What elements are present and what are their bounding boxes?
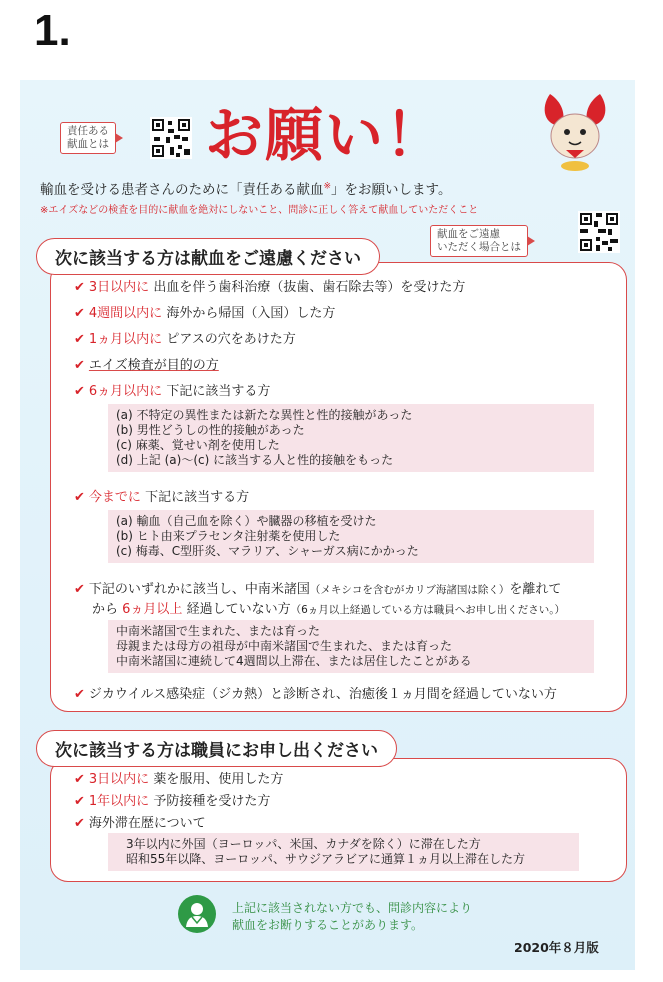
sub-list-six-months: (a) 不特定の異性または新たな異性と性的接触があった (b) 男性どうしの性的接触があった (c) 麻薬、覚せい剤を使用した (d) 上記 (a)〜(c) に該当する人と性的接触をもった — [108, 404, 594, 472]
tag-refrain-donation: 献血をご遠慮 いただく場合とは — [430, 225, 528, 257]
list-item: ✔ 1ヵ月以内に ピアスの穴をあけた方 — [74, 332, 296, 347]
qr-code-icon[interactable] — [578, 211, 620, 253]
intro-text: 輸血を受ける患者さんのために「責任ある献血※」をお願いします。 — [40, 181, 452, 198]
page-title: お願い！ — [205, 101, 446, 169]
list-item: ✔ ジカウイルス感染症（ジカ熱）と診断され、治癒後１ヵ月間を経過していない方 — [74, 687, 557, 702]
sub-list-until-now: (a) 輸血（自己血を除く）や臓器の移植を受けた (b) ヒト由来プラセンタ注射薬を使用した (c) 梅毒、C型肝炎、マラリア、シャーガス病にかかった — [108, 510, 594, 563]
list-item: ✔ 海外滞在歴について — [74, 816, 206, 831]
tag-responsible-donation: 責任ある 献血とは — [60, 122, 116, 154]
list-item: ✔ エイズ検査が目的の方 — [74, 358, 219, 373]
list-item: ✔ 3日以内に 出血を伴う歯科治療（抜歯、歯石除去等）を受けた方 — [74, 280, 466, 295]
mascot-icon — [536, 86, 614, 172]
list-item: ✔ 下記のいずれかに該当し、中南米諸国（メキシコを含むがカリブ海諸国は除く）を離れて — [74, 582, 562, 597]
edition-label: 2020年８月版 — [514, 940, 599, 955]
qr-code-icon[interactable] — [150, 117, 192, 159]
doctor-icon — [178, 895, 216, 933]
section-refrain-heading: 次に該当する方は献血をご遠慮ください — [36, 238, 380, 275]
footer-note: 上記に該当されない方でも、問診内容により 献血をお断りすることがあります。 — [232, 901, 473, 932]
section-notify-heading: 次に該当する方は職員にお申し出ください — [36, 730, 397, 767]
sub-list-overseas: 3年以内に外国（ヨーロッパ、米国、カナダを除く）に滞在した方 昭和55年以降、ヨーロッパ、サウジアラビアに通算１ヵ月以上滞在した方 — [108, 833, 579, 871]
list-item: ✔ 3日以内に 薬を服用、使用した方 — [74, 772, 284, 787]
note-text: ※エイズなどの検査を目的に献血を絶対にしないこと、問診に正しく答えて献血していただくこと — [40, 205, 479, 216]
list-item: ✔ 今までに 下記に該当する方 — [74, 490, 250, 505]
sub-list-latin-america: 中南米諸国で生まれた、または育った 母親または母方の祖母が中南米諸国で生まれた、または育った 中南米諸国に連続して4週間以上滞在、または居住したことがある — [108, 620, 594, 673]
list-item: ✔ 6ヵ月以内に 下記に該当する方 — [74, 384, 271, 399]
page-number: 1. — [34, 6, 71, 55]
list-item: ✔ 1年以内に 予防接種を受けた方 — [74, 794, 271, 809]
list-item-continued: から 6ヵ月以上 経過していない方（6ヵ月以上経過している方は職員へお申し出ください。） — [92, 602, 566, 617]
list-item: ✔ 4週間以内に 海外から帰国（入国）した方 — [74, 306, 336, 321]
